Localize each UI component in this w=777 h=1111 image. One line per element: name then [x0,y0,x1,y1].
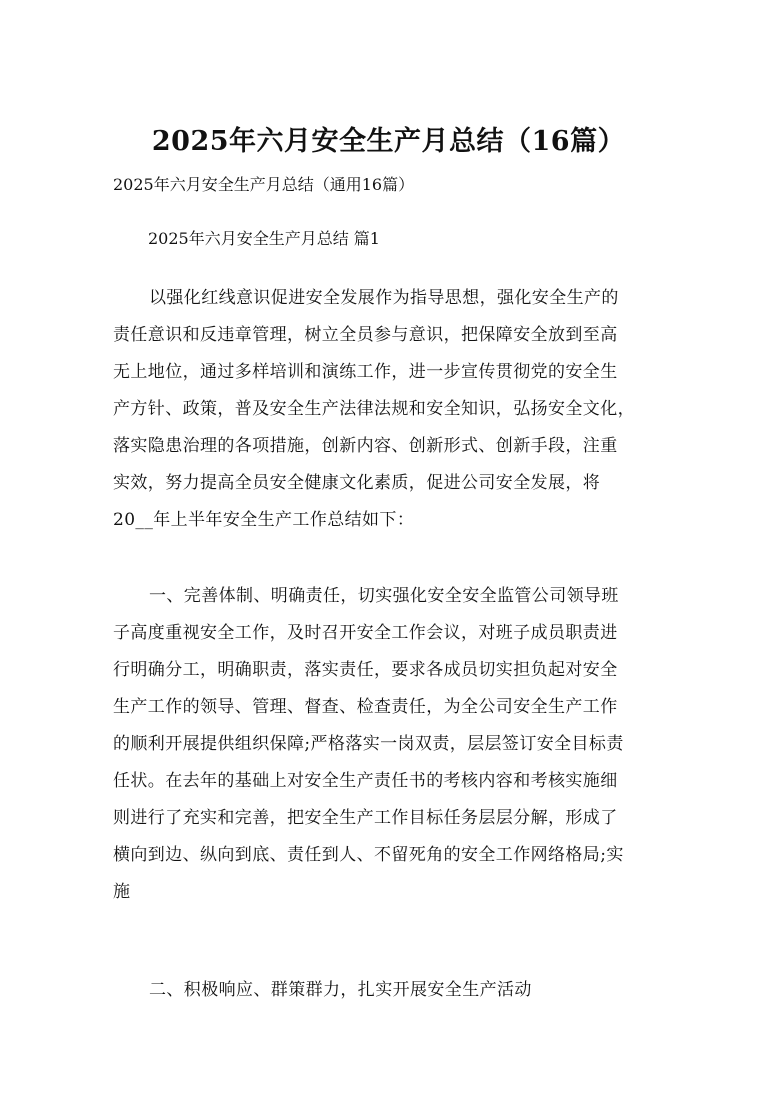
document-title: 2025年六月安全生产月总结（16篇） [151,126,626,157]
paragraph-line: 实效，努力提高全员安全健康文化素质，促进公司安全发展，将 [113,473,601,493]
paragraph-line: 子高度重视安全工作，及时召开安全工作会议，对班子成员职责进 [113,623,618,643]
paragraph-line: 则进行了充实和完善，把安全生产工作目标任务层层分解，形成了 [113,808,618,828]
section-heading-2: 二、积极响应、群策群力，扎实开展安全生产活动 [149,980,532,1000]
paragraph-line: 的顺利开展提供组织保障;严格落实一岗双责，层层签订安全目标责 [113,734,624,754]
paragraph-line: 落实隐患治理的各项措施，创新内容、创新形式、创新手段，注重 [113,436,618,456]
paragraph-line: 生产工作的领导、管理、督查、检查责任，为全公司安全生产工作 [113,697,618,717]
paragraph-line: 一、完善体制、明确责任，切实强化安全安全监管公司领导班 [149,586,619,606]
paragraph-line: 施 [113,882,131,902]
paragraph-line: 任状。在去年的基础上对安全生产责任书的考核内容和考核实施细 [113,771,618,791]
paragraph-line: 产方针、政策，普及安全生产法律法规和安全知识，弘扬安全文化， [113,399,635,419]
section-label: 2025年六月安全生产月总结 篇1 [148,229,380,248]
document-subtitle: 2025年六月安全生产月总结（通用16篇） [113,175,415,194]
paragraph-line: 无上地位，通过多样培训和演练工作，进一步宣传贯彻党的安全生 [113,362,618,382]
paragraph-line: 以强化红线意识促进安全发展作为指导思想，强化安全生产的 [149,288,619,308]
paragraph-line: 行明确分工，明确职责，落实责任，要求各成员切实担负起对安全 [113,660,618,680]
paragraph-line: 横向到边、纵向到底、责任到人、不留死角的安全工作网络格局;实 [113,845,624,865]
paragraph-2 [113,578,673,911]
paragraph-line: 20__年上半年安全生产工作总结如下： [113,510,415,530]
paragraph-line: 责任意识和反违章管理，树立全员参与意识，把保障安全放到至高 [113,325,618,345]
paragraph-1 [113,280,673,539]
